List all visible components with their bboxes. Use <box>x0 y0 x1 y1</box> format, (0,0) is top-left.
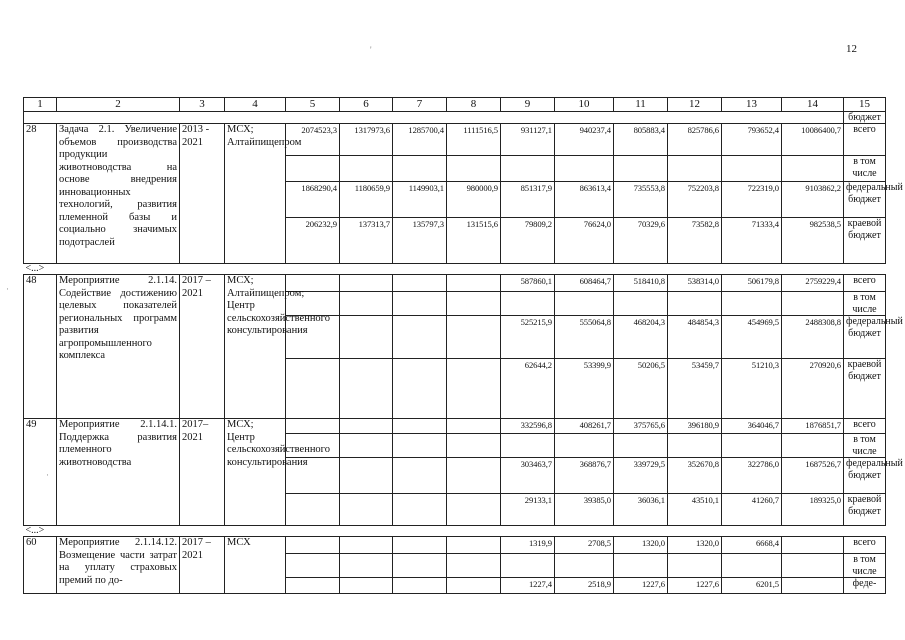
value-cell <box>447 578 501 594</box>
budget-label: всего <box>844 537 886 554</box>
budget-table <box>23 97 903 594</box>
column-header: 12 <box>668 98 722 112</box>
executor: МСХ <box>225 537 286 594</box>
value-cell <box>340 316 393 359</box>
value-cell: 863613,4 <box>555 182 614 218</box>
value-cell <box>555 292 614 316</box>
value-cell <box>722 554 782 578</box>
column-header: 8 <box>447 98 501 112</box>
value-cell: 2488308,8 <box>782 316 844 359</box>
period-years: 2017– 2021 <box>180 419 225 526</box>
value-cell <box>286 359 340 419</box>
row-number: 49 <box>24 419 57 526</box>
value-cell <box>340 292 393 316</box>
table-row <box>24 275 886 292</box>
value-cell <box>447 292 501 316</box>
table-row <box>24 419 886 434</box>
value-cell: 189325,0 <box>782 494 844 526</box>
value-cell: 79809,2 <box>501 218 555 264</box>
period-years: 2017 – 2021 <box>180 275 225 419</box>
value-cell: 50206,5 <box>614 359 668 419</box>
executor: МСХ; Алтайпищепром; Центр сельскохозяйственного консультирования <box>225 275 286 419</box>
value-cell <box>393 494 447 526</box>
value-cell <box>340 494 393 526</box>
continuation-row <box>24 111 886 124</box>
value-cell <box>782 292 844 316</box>
value-cell: 29133,1 <box>501 494 555 526</box>
value-cell <box>393 458 447 494</box>
value-cell <box>501 554 555 578</box>
value-cell: 270920,6 <box>782 359 844 419</box>
value-cell: 41260,7 <box>722 494 782 526</box>
value-cell <box>286 578 340 594</box>
value-cell <box>393 275 447 292</box>
value-cell: 206232,9 <box>286 218 340 264</box>
value-cell: 131515,6 <box>447 218 501 264</box>
value-cell <box>393 316 447 359</box>
value-cell: 805883,4 <box>614 124 668 156</box>
value-cell <box>614 554 668 578</box>
executor: МСХ; Алтайпищепром <box>225 124 286 264</box>
value-cell: 1319,9 <box>501 537 555 554</box>
column-header: 15 <box>844 98 886 112</box>
value-cell: 525215,9 <box>501 316 555 359</box>
value-cell <box>447 458 501 494</box>
period-years: 2013 - 2021 <box>180 124 225 264</box>
value-cell: 793652,4 <box>722 124 782 156</box>
value-cell <box>340 156 393 182</box>
value-cell <box>501 156 555 182</box>
value-cell <box>614 434 668 458</box>
value-cell <box>340 434 393 458</box>
value-cell: 2759229,4 <box>782 275 844 292</box>
value-cell: 2708,5 <box>555 537 614 554</box>
ellipsis-mark: <...> <box>24 526 886 537</box>
margin-mark: · <box>46 470 49 480</box>
value-cell: 332596,8 <box>501 419 555 434</box>
column-header: 10 <box>555 98 614 112</box>
value-cell <box>447 537 501 554</box>
value-cell <box>447 494 501 526</box>
value-cell: 608464,7 <box>555 275 614 292</box>
value-cell: 980000,9 <box>447 182 501 218</box>
value-cell: 135797,3 <box>393 218 447 264</box>
column-header: 2 <box>57 98 180 112</box>
value-cell: 1285700,4 <box>393 124 447 156</box>
value-cell: 1687526,7 <box>782 458 844 494</box>
column-header: 14 <box>782 98 844 112</box>
value-cell: 1227,4 <box>501 578 555 594</box>
value-cell: 468204,3 <box>614 316 668 359</box>
margin-mark: ' <box>370 45 372 55</box>
value-cell <box>286 537 340 554</box>
value-cell: 322786,0 <box>722 458 782 494</box>
column-header: 1 <box>24 98 57 112</box>
value-cell <box>393 156 447 182</box>
value-cell: 454969,5 <box>722 316 782 359</box>
value-cell <box>393 359 447 419</box>
value-cell: 36036,1 <box>614 494 668 526</box>
value-cell: 484854,3 <box>668 316 722 359</box>
value-cell: 375765,6 <box>614 419 668 434</box>
value-cell <box>340 359 393 419</box>
empty-cell <box>24 111 844 124</box>
value-cell <box>447 419 501 434</box>
period-years: 2017 – 2021 <box>180 537 225 594</box>
budget-label: всего <box>844 419 886 434</box>
value-cell <box>555 554 614 578</box>
table-row <box>24 124 886 156</box>
value-cell: 9103862,2 <box>782 182 844 218</box>
value-cell: 555064,8 <box>555 316 614 359</box>
value-cell: 538314,0 <box>668 275 722 292</box>
table-row <box>24 537 886 554</box>
value-cell: 6201,5 <box>722 578 782 594</box>
column-header: 4 <box>225 98 286 112</box>
value-cell <box>340 419 393 434</box>
row-number: 28 <box>24 124 57 264</box>
value-cell: 137313,7 <box>340 218 393 264</box>
value-cell: 506179,8 <box>722 275 782 292</box>
value-cell: 851317,9 <box>501 182 555 218</box>
value-cell <box>447 434 501 458</box>
ellipsis-row <box>24 526 886 537</box>
value-cell <box>447 316 501 359</box>
budget-label: краевой бюджет <box>844 494 886 526</box>
value-cell <box>668 434 722 458</box>
value-cell: 1320,0 <box>614 537 668 554</box>
budget-label: бюджет <box>844 111 886 124</box>
value-cell <box>614 292 668 316</box>
value-cell: 303463,7 <box>501 458 555 494</box>
value-cell: 1320,0 <box>668 537 722 554</box>
value-cell: 2074523,3 <box>286 124 340 156</box>
value-cell: 53459,7 <box>668 359 722 419</box>
value-cell: 2518,9 <box>555 578 614 594</box>
value-cell <box>782 554 844 578</box>
value-cell <box>782 578 844 594</box>
value-cell <box>555 156 614 182</box>
budget-label: в том числе <box>844 292 886 316</box>
value-cell <box>668 554 722 578</box>
value-cell <box>393 434 447 458</box>
value-cell: 518410,8 <box>614 275 668 292</box>
ellipsis-row <box>24 264 886 275</box>
column-header: 6 <box>340 98 393 112</box>
task-description: Мероприятие 2.1.14.1. Поддержка развития племенного животноводства <box>57 419 180 526</box>
value-cell: 339729,5 <box>614 458 668 494</box>
value-cell: 982538,5 <box>782 218 844 264</box>
column-header: 3 <box>180 98 225 112</box>
value-cell <box>286 554 340 578</box>
budget-label: феде- <box>844 578 886 594</box>
value-cell <box>286 156 340 182</box>
ellipsis-mark: <...> <box>24 264 886 275</box>
value-cell <box>393 578 447 594</box>
value-cell: 53399,9 <box>555 359 614 419</box>
value-cell: 6668,4 <box>722 537 782 554</box>
value-cell <box>393 554 447 578</box>
value-cell: 51210,3 <box>722 359 782 419</box>
value-cell: 396180,9 <box>668 419 722 434</box>
value-cell <box>782 156 844 182</box>
value-cell: 70329,6 <box>614 218 668 264</box>
value-cell: 364046,7 <box>722 419 782 434</box>
budget-label: федеральный бюджет <box>844 182 886 218</box>
budget-label: федеральный бюджет <box>844 458 886 494</box>
executor: МСХ; Центр сельскохозяйственного консультирования <box>225 419 286 526</box>
value-cell <box>286 419 340 434</box>
value-cell: 1149903,1 <box>393 182 447 218</box>
value-cell: 735553,8 <box>614 182 668 218</box>
budget-label: всего <box>844 124 886 156</box>
value-cell: 931127,1 <box>501 124 555 156</box>
value-cell <box>722 292 782 316</box>
value-cell: 1868290,4 <box>286 182 340 218</box>
value-cell <box>340 275 393 292</box>
task-description: Мероприятие 2.1.14.12. Возмещение части затрат на уплату страховых премий по до- <box>57 537 180 594</box>
budget-label: в том числе <box>844 156 886 182</box>
margin-mark: · <box>6 284 9 294</box>
column-header: 7 <box>393 98 447 112</box>
value-cell <box>340 554 393 578</box>
value-cell: 76624,0 <box>555 218 614 264</box>
value-cell: 722319,0 <box>722 182 782 218</box>
value-cell <box>447 359 501 419</box>
budget-label: всего <box>844 275 886 292</box>
value-cell: 1876851,7 <box>782 419 844 434</box>
value-cell <box>340 537 393 554</box>
column-header: 5 <box>286 98 340 112</box>
budget-label: в том числе <box>844 554 886 578</box>
value-cell <box>340 458 393 494</box>
value-cell <box>447 275 501 292</box>
value-cell <box>668 292 722 316</box>
value-cell: 10086400,7 <box>782 124 844 156</box>
value-cell <box>393 292 447 316</box>
value-cell <box>782 537 844 554</box>
value-cell <box>340 578 393 594</box>
value-cell: 940237,4 <box>555 124 614 156</box>
budget-label: в том числе <box>844 434 886 458</box>
header-row <box>24 98 886 112</box>
value-cell: 1317973,6 <box>340 124 393 156</box>
task-description: Задача 2.1. Увеличение объемов производства продукции животноводства на основе внедрения инновационных технологий, развития племенной базы и социально значимых подотраслей <box>57 124 180 264</box>
value-cell: 752203,8 <box>668 182 722 218</box>
budget-label: краевой бюджет <box>844 218 886 264</box>
value-cell <box>447 554 501 578</box>
value-cell: 587860,1 <box>501 275 555 292</box>
value-cell <box>722 434 782 458</box>
row-number: 60 <box>24 537 57 594</box>
value-cell: 73582,8 <box>668 218 722 264</box>
value-cell: 352670,8 <box>668 458 722 494</box>
value-cell: 1180659,9 <box>340 182 393 218</box>
value-cell <box>614 156 668 182</box>
value-cell: 368876,7 <box>555 458 614 494</box>
value-cell: 39385,0 <box>555 494 614 526</box>
value-cell <box>286 494 340 526</box>
value-cell: 408261,7 <box>555 419 614 434</box>
column-header: 11 <box>614 98 668 112</box>
value-cell <box>722 156 782 182</box>
row-number: 48 <box>24 275 57 419</box>
value-cell <box>447 156 501 182</box>
value-cell: 43510,1 <box>668 494 722 526</box>
value-cell <box>393 419 447 434</box>
value-cell: 71333,4 <box>722 218 782 264</box>
task-description: Мероприятие 2.1.14. Содействие достижению целевых показателей региональных программ развития агропромышленного комплекса <box>57 275 180 419</box>
value-cell <box>501 434 555 458</box>
value-cell: 1227,6 <box>668 578 722 594</box>
value-cell <box>393 537 447 554</box>
column-header: 9 <box>501 98 555 112</box>
value-cell <box>501 292 555 316</box>
column-header: 13 <box>722 98 782 112</box>
value-cell <box>782 434 844 458</box>
page-number: 12 <box>846 43 857 55</box>
value-cell <box>668 156 722 182</box>
value-cell: 62644,2 <box>501 359 555 419</box>
value-cell <box>555 434 614 458</box>
budget-label: краевой бюджет <box>844 359 886 419</box>
value-cell: 825786,6 <box>668 124 722 156</box>
value-cell: 1111516,5 <box>447 124 501 156</box>
value-cell: 1227,6 <box>614 578 668 594</box>
budget-label: федеральный бюджет <box>844 316 886 359</box>
